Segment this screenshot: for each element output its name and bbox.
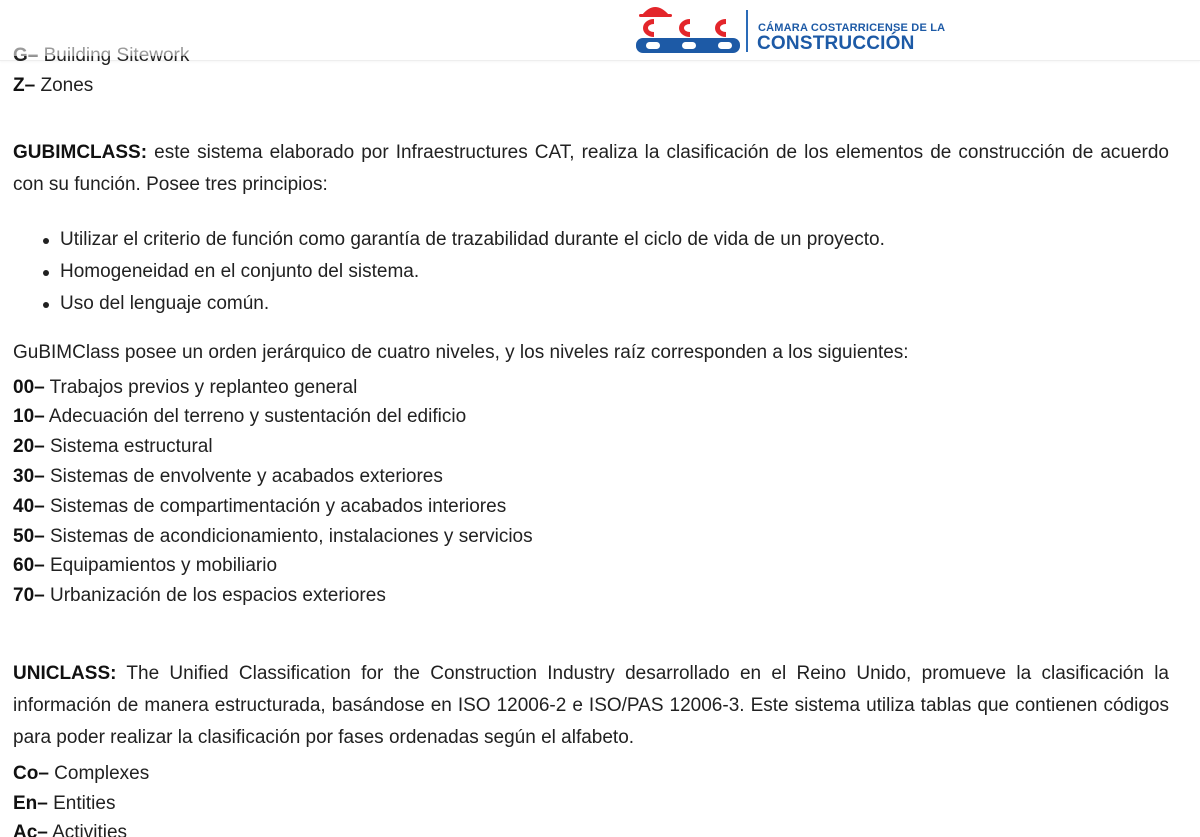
zones-code: Z– — [13, 75, 36, 96]
level-text: Sistemas de compartimentación y acabados interiores — [44, 496, 507, 517]
bullet-dot-icon — [43, 270, 49, 276]
level-text: Adecuación del terreno y sustentación del edificio — [44, 406, 467, 427]
principle-text: Uso del lenguaje común. — [60, 293, 270, 314]
level-code: 40– — [13, 496, 45, 517]
level-item — [13, 554, 277, 578]
level-text: Sistemas de acondicionamiento, instalaciones y servicios — [44, 526, 533, 547]
level-item — [13, 405, 466, 429]
logo-divider — [746, 10, 748, 52]
level-item — [13, 376, 357, 400]
uniclass-table-code: Co– — [13, 763, 49, 784]
gubimclass-levels-intro: GuBIMClass posee un orden jerárquico de cuatro niveles, y los niveles raíz corresponden a los siguientes: — [13, 342, 909, 363]
level-item — [13, 435, 213, 459]
level-text: Sistemas de envolvente y acabados exteriores — [44, 466, 443, 487]
logo-line2: CONSTRUCCIÓN — [757, 33, 915, 54]
level-text: Sistema estructural — [44, 436, 213, 457]
level-code: 50– — [13, 526, 45, 547]
principles-list — [13, 224, 885, 320]
gubimclass-description: este sistema elaborado por Infraestructures CAT, realiza la clasificación de los elementos de construcción de acuerdo con su función. Posee tres principios: — [13, 142, 1169, 195]
level-text: Urbanización de los espacios exteriores — [44, 585, 386, 606]
uniclass-table-code: En– — [13, 793, 48, 814]
level-text: Equipamientos y mobiliario — [44, 555, 278, 576]
level-item — [13, 495, 506, 519]
uniclass-term: UNICLASS: — [13, 663, 117, 684]
level-code: 60– — [13, 555, 45, 576]
ccc-logo-mark-icon — [634, 0, 746, 56]
logo-line1: CÁMARA COSTARRICENSE DE LA — [758, 22, 946, 34]
level-item — [13, 525, 533, 549]
level-code: 00– — [13, 377, 45, 398]
gubimclass-paragraph — [13, 137, 1169, 201]
principle-item — [13, 224, 885, 256]
header-background — [0, 0, 1200, 44]
uniclass-table-text: Activities — [47, 822, 128, 837]
uniclass-description: The Unified Classification for the Construction Industry desarrollado en el Reino Unido, promueve la clasificación la información de manera estructurada, basándose en ISO 12006-2 e ISO/PAS 12006-3. Este sistema utiliza tablas que contienen códigos para poder realizar la clasificación por fases ordenadas según el alfabeto. — [13, 663, 1169, 748]
uniclass-paragraph — [13, 658, 1169, 754]
zones-item — [13, 74, 93, 98]
zones-text: Zones — [35, 75, 94, 96]
uniclass-table-item — [13, 821, 127, 837]
level-code: 30– — [13, 466, 45, 487]
uniclass-table-text: Complexes — [48, 763, 150, 784]
uniclass-table-item — [13, 762, 149, 786]
site-header — [0, 0, 1200, 61]
principle-item — [13, 288, 885, 320]
header-fade — [0, 44, 1200, 56]
uniclass-table-text: Entities — [47, 793, 116, 814]
level-item — [13, 584, 386, 608]
bullet-dot-icon — [43, 302, 49, 308]
level-text: Trabajos previos y replanteo general — [44, 377, 358, 398]
gubimclass-term: GUBIMCLASS: — [13, 142, 148, 163]
level-code: 20– — [13, 436, 45, 457]
principle-item — [13, 256, 885, 288]
bullet-dot-icon — [43, 238, 49, 244]
level-code: 10– — [13, 406, 45, 427]
level-item — [13, 465, 443, 489]
uniclass-table-code: Ac– — [13, 822, 48, 837]
principle-text: Homogeneidad en el conjunto del sistema. — [60, 261, 420, 282]
principle-text: Utilizar el criterio de función como garantía de trazabilidad durante el ciclo de vida de un proyecto. — [60, 229, 885, 250]
level-code: 70– — [13, 585, 45, 606]
uniclass-table-item — [13, 792, 115, 816]
